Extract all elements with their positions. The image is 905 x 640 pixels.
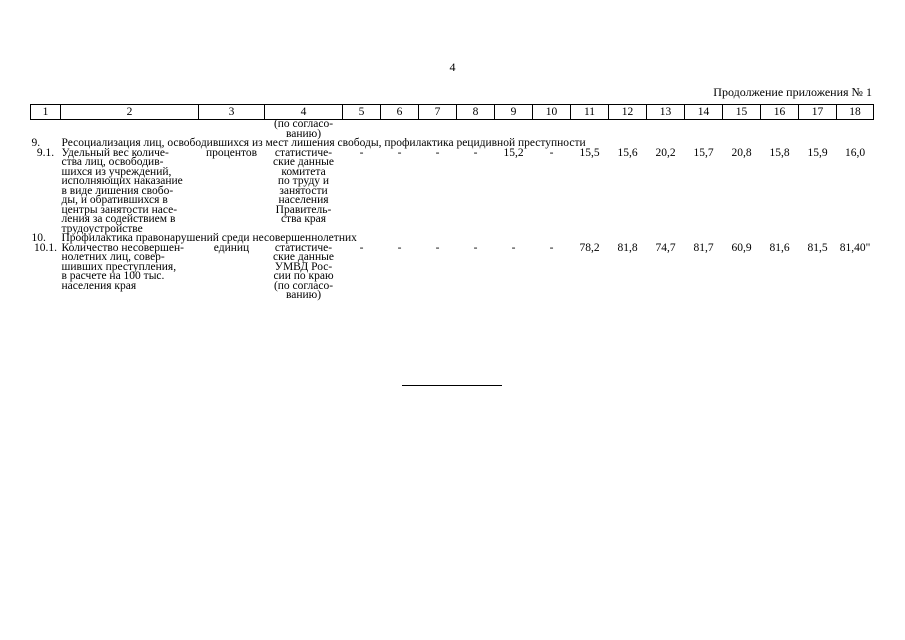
- page-number: 4: [449, 60, 456, 74]
- value-cell: 15,9: [807, 146, 828, 159]
- value-cell: -: [511, 241, 516, 254]
- header-cell: 2: [61, 105, 199, 120]
- indicator-name: Удельный вес количе- ства лиц, освободив- шихся из учреждений, исполняющих наказание в виде лишения свобо- ды, и обратившихся в центры занятости насе- ления за содействием в трудоустройстве: [61, 146, 183, 235]
- header-cell: 4: [265, 105, 343, 120]
- value-cell: 81,5: [807, 241, 828, 254]
- value-cell: 81,40": [839, 241, 871, 254]
- section-number: 9.: [31, 137, 41, 149]
- header-cell: 6: [381, 105, 419, 120]
- section-title: Профилактика правонарушений среди несовершеннолетних: [61, 232, 357, 244]
- value-cell: -: [397, 146, 402, 159]
- end-rule: [402, 385, 502, 386]
- value-cell: -: [397, 241, 402, 254]
- header-cell: 17: [799, 105, 837, 120]
- header-cell: 14: [685, 105, 723, 120]
- header-cell: 7: [419, 105, 457, 120]
- row-number: 9.1.: [36, 146, 55, 159]
- value-cell: -: [435, 241, 440, 254]
- section-number: 10.: [31, 232, 46, 244]
- value-cell: -: [359, 146, 364, 159]
- value-cell: 74,7: [655, 241, 676, 254]
- value-cell: -: [473, 241, 478, 254]
- value-cell: 15,6: [617, 146, 638, 159]
- value-cell: 81,7: [693, 241, 714, 254]
- data-source: статистиче- ские данные УМВД Рос- сии по краю (по согласо- ванию): [273, 241, 334, 301]
- header-cell: 12: [609, 105, 647, 120]
- header-cell: 15: [723, 105, 761, 120]
- value-cell: 81,8: [617, 241, 638, 254]
- continuation-label: Продолжение приложения № 1: [713, 85, 872, 99]
- value-cell: 15,5: [579, 146, 600, 159]
- value-cell: 78,2: [579, 241, 600, 254]
- header-cell: 3: [199, 105, 265, 120]
- value-cell: -: [549, 241, 554, 254]
- unit-of-measure: процентов: [205, 146, 258, 159]
- data-source: статистиче- ские данные комитета по труду и занятости населения Правитель- ства края: [273, 146, 334, 225]
- table-row: [31, 149, 874, 235]
- value-cell: -: [473, 146, 478, 159]
- value-cell: 81,6: [769, 241, 790, 254]
- header-cell: 1: [31, 105, 61, 120]
- row-number: 10.1.: [34, 241, 57, 254]
- value-cell: 15,2: [503, 146, 524, 159]
- value-cell: 15,8: [769, 146, 790, 159]
- indicator-name: Количество несовершен- нолетних лиц, совер- шивших преступления, в расчете на 100 тыс. населения края: [61, 241, 184, 292]
- header-cell: 9: [495, 105, 533, 120]
- value-cell: -: [549, 146, 554, 159]
- value-cell: 16,0: [844, 146, 866, 159]
- header-cell: 5: [343, 105, 381, 120]
- section-title: Ресоциализация лиц, освободившихся из мест лишения свободы, профилактика рецидивной преступности: [61, 137, 586, 149]
- table-row: [31, 244, 874, 301]
- header-cell: 18: [837, 105, 874, 120]
- header-cell: 8: [457, 105, 495, 120]
- unit-of-measure: единиц: [213, 241, 250, 254]
- value-cell: -: [435, 146, 440, 159]
- indicator-table: [30, 104, 874, 301]
- value-cell: 20,2: [655, 146, 676, 159]
- value-cell: 60,9: [731, 241, 752, 254]
- header-row: [31, 105, 874, 120]
- header-cell: 16: [761, 105, 799, 120]
- carry-over-source: (по согласо- ванию): [273, 118, 334, 140]
- value-cell: -: [359, 241, 364, 254]
- header-cell: 13: [647, 105, 685, 120]
- header-cell: 10: [533, 105, 571, 120]
- value-cell: 20,8: [731, 146, 752, 159]
- header-cell: 11: [571, 105, 609, 120]
- value-cell: 15,7: [693, 146, 714, 159]
